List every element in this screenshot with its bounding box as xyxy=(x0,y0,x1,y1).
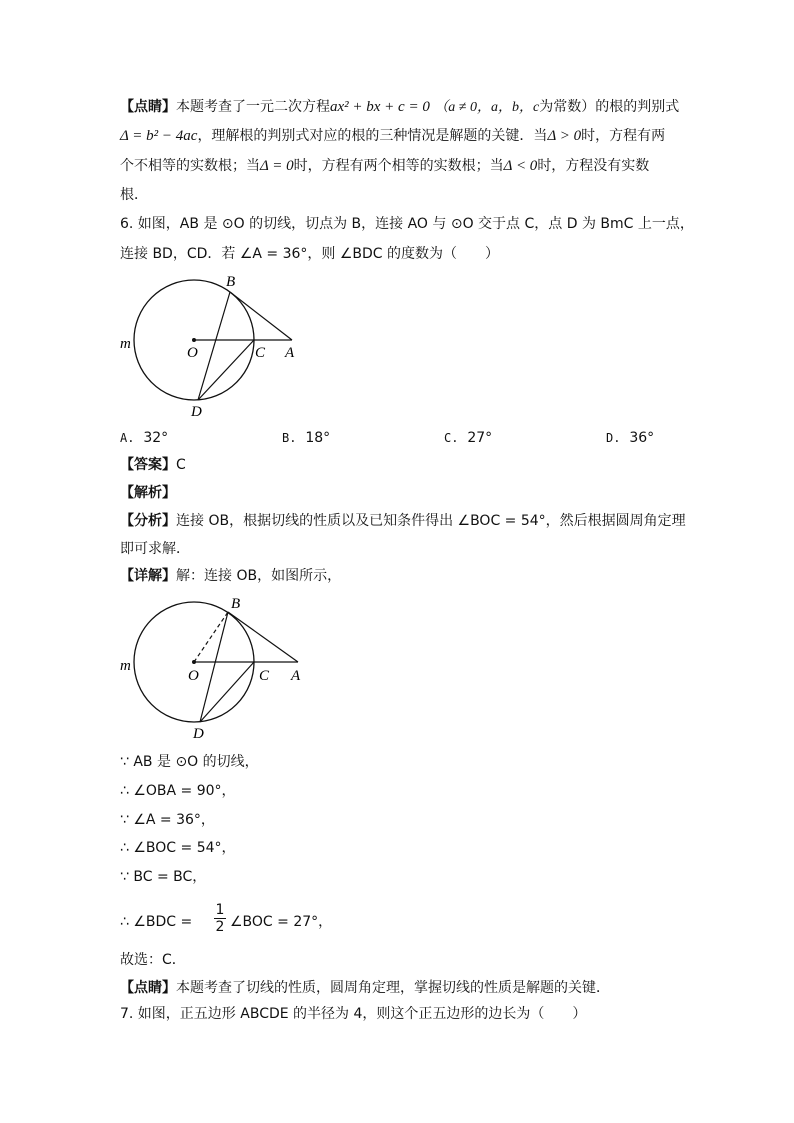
label-d-2: D xyxy=(193,726,204,742)
label-o: O xyxy=(187,345,198,361)
label-o-2: O xyxy=(188,668,199,684)
label-a: A xyxy=(285,345,295,361)
question-7: 7. 如图，正五边形 ABCDE 的半径为 4，则这个正五边形的边长为（ ） xyxy=(120,1006,587,1022)
label-c: C xyxy=(255,345,266,361)
choose-line: 故选：C． xyxy=(120,952,186,968)
segment-bd xyxy=(198,292,230,400)
proof-step: ∵ ∠A = 36°， xyxy=(120,812,215,828)
answer-value: C xyxy=(176,457,186,473)
center-point-2 xyxy=(192,660,196,664)
proof-step: ∴ ∠BOC = 54°， xyxy=(120,840,236,856)
detail-line: 【详解】解：连接 OB，如图所示， xyxy=(120,568,342,584)
analysis-label: 【解析】 xyxy=(120,485,176,501)
answer-label: 【答案】 xyxy=(120,457,176,473)
segment-ab xyxy=(230,292,292,340)
remark-label-2: 【点睛】 xyxy=(120,980,176,996)
remark-prev-line-3: 个不相等的实数根；当Δ = 0时，方程有两个相等的实数根；当Δ < 0时，方程没有实数 xyxy=(120,158,650,174)
fenxi-line-1: 【分析】连接 OB，根据切线的性质以及已知条件得出 ∠BOC = 54°，然后根据圆周角定理 xyxy=(120,513,686,529)
geometry-figure-1 xyxy=(110,268,320,420)
fenxi-line-2: 即可求解． xyxy=(120,541,190,557)
label-c-2: C xyxy=(259,668,270,684)
option-d[interactable]: D. 36° xyxy=(606,430,655,446)
remark-prev-line-1: 【点睛】本题考查了一元二次方程ax² + bx + c = 0 （a ≠ 0，a，b，c为常数）的根的判别式 xyxy=(120,99,680,115)
option-c[interactable]: C. 27° xyxy=(444,430,493,446)
remark-line: 【点睛】本题考查了切线的性质，圆周角定理，掌握切线的性质是解题的关键． xyxy=(120,980,610,996)
label-m: m xyxy=(120,336,131,352)
geometry-figure-2 xyxy=(110,592,320,744)
answer-line xyxy=(120,455,186,475)
segment-bd-2 xyxy=(200,612,228,722)
segment-ab-2 xyxy=(228,612,298,662)
segment-ob-dashed xyxy=(194,612,228,662)
option-a[interactable]: A. 32° xyxy=(120,430,169,446)
center-point xyxy=(192,338,196,342)
proof-step: ∴ ∠OBA = 90°， xyxy=(120,783,236,799)
proof-step: ∵ BC = BC， xyxy=(120,869,207,885)
label-b-2: B xyxy=(231,596,241,612)
proof-step: ∵ AB 是 ⊙O 的切线， xyxy=(120,754,259,770)
label-m-2: m xyxy=(120,658,131,674)
remark-label: 【点睛】 xyxy=(120,99,176,115)
remark-prev-line-4: 根． xyxy=(120,187,148,203)
fenxi-label: 【分析】 xyxy=(120,513,176,529)
label-a-2: A xyxy=(291,668,301,684)
remark-prev-line-2: Δ = b² − 4ac，理解根的判别式对应的根的三种情况是解题的关键．当Δ > 0时，方程有两 xyxy=(120,128,666,144)
question-6-line-1: 6. 如图，AB 是 ⊙O 的切线，切点为 B，连接 AO 与 ⊙O 交于点 C，点 D 为 BmC 上一点， xyxy=(120,216,694,232)
fraction: 1 2 xyxy=(215,902,225,935)
label-b: B xyxy=(226,274,236,290)
detail-label: 【详解】 xyxy=(120,568,176,584)
question-6-line-2: 连接 BD，CD．若 ∠A = 36°，则 ∠BDC 的度数为（ ） xyxy=(120,246,500,262)
label-d: D xyxy=(191,404,202,420)
option-b[interactable]: B. 18° xyxy=(282,430,331,446)
